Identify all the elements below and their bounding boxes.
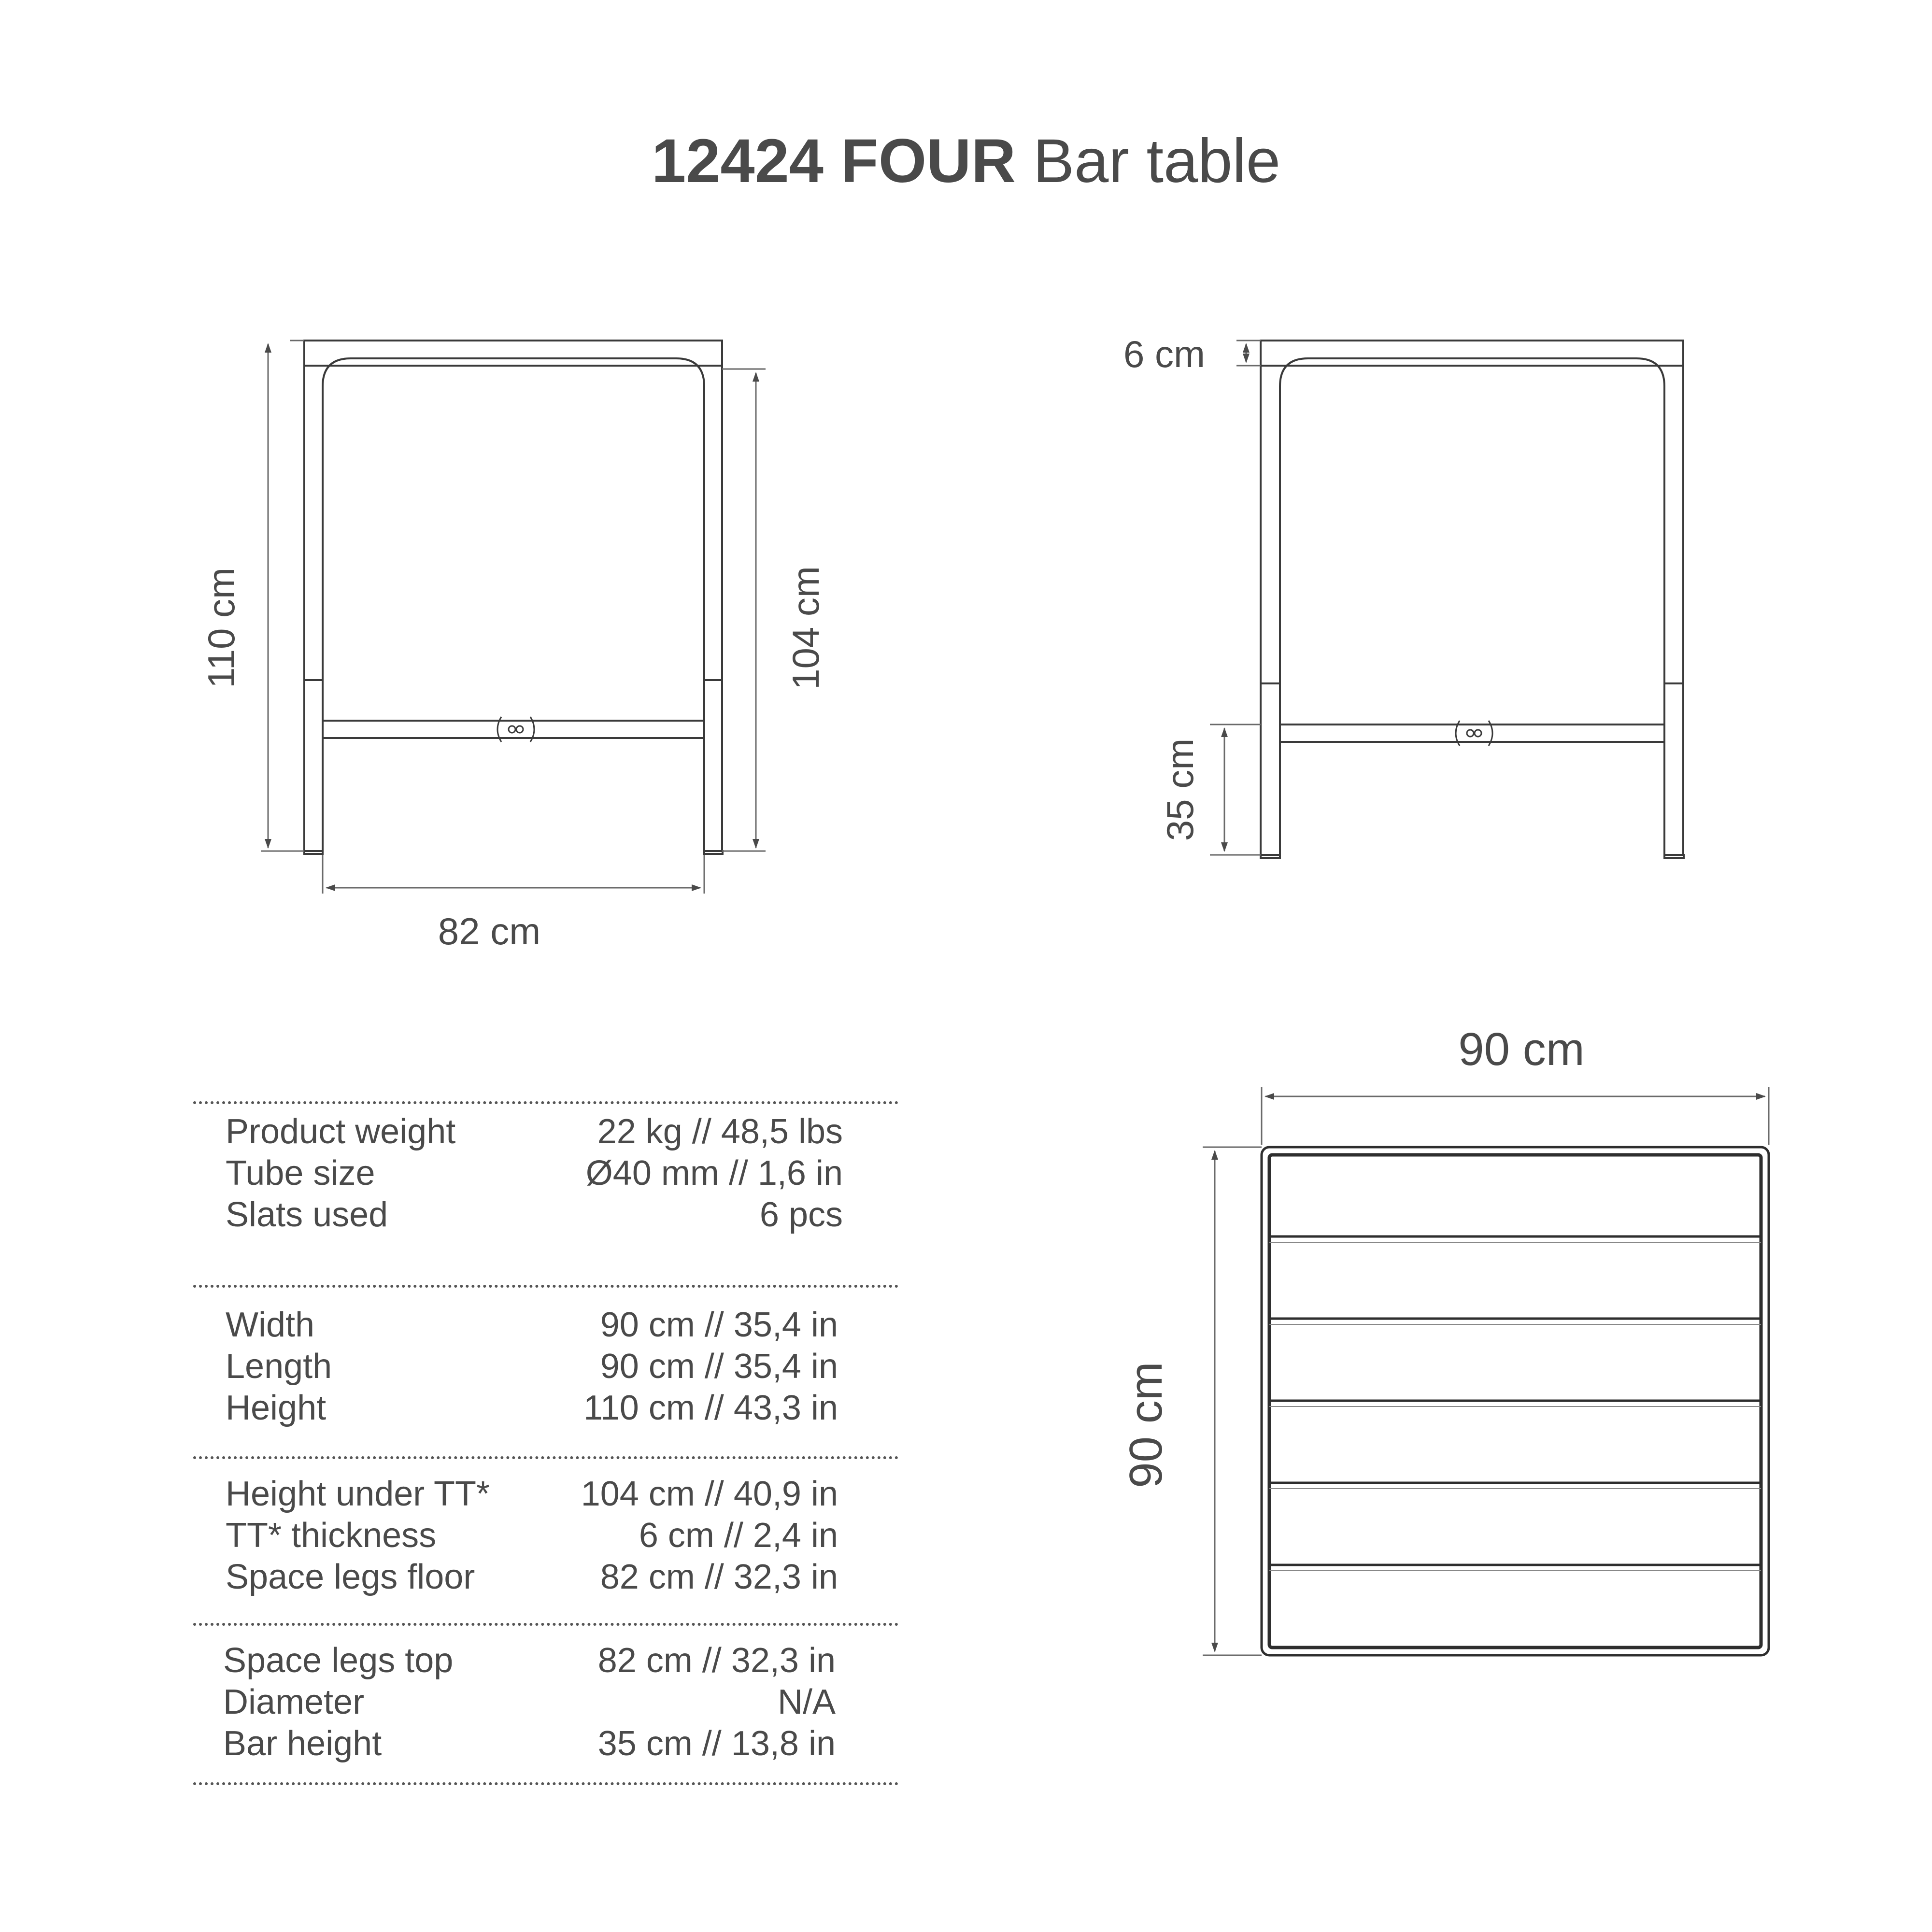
spec-value: 22 kg // 48,5 lbs	[597, 1112, 843, 1151]
spec-row	[226, 1473, 838, 1515]
spec-row	[223, 1681, 836, 1723]
spec-value: 82 cm // 32,3 in	[597, 1641, 836, 1680]
front-leg-foot-right	[704, 851, 723, 854]
label-top-width: 90 cm	[1458, 1023, 1585, 1075]
spec-value: 110 cm // 43,3 in	[583, 1389, 838, 1427]
top-slats	[1269, 1236, 1761, 1565]
side-leg-foot-left	[1261, 855, 1280, 858]
spec-value: 104 cm // 40,9 in	[581, 1475, 838, 1513]
spec-value: 90 cm // 35,4 in	[600, 1347, 838, 1386]
spec-row	[226, 1346, 838, 1387]
label-legs-spacing: 82 cm	[438, 910, 541, 952]
top-view	[1262, 1147, 1769, 1655]
spec-separator	[193, 1456, 898, 1459]
label-bar-height: 35 cm	[1159, 738, 1201, 841]
label-height-under-top: 104 cm	[784, 566, 827, 690]
product-code: 12424 FOUR	[652, 127, 1016, 196]
spec-value: Ø40 mm // 1,6 in	[585, 1154, 843, 1193]
spec-separator	[193, 1285, 898, 1288]
front-view	[304, 341, 723, 854]
label-total-height: 110 cm	[200, 568, 242, 688]
front-frame-tube	[304, 358, 704, 851]
spec-label: Tube size	[226, 1154, 375, 1193]
spec-value: 6 pcs	[759, 1195, 843, 1234]
label-top-length: 90 cm	[1120, 1362, 1172, 1488]
spec-label: TT* thickness	[226, 1516, 437, 1555]
spec-label: Product weight	[226, 1112, 456, 1151]
spec-row	[226, 1556, 838, 1598]
front-table-top	[304, 341, 722, 366]
spec-row	[226, 1304, 838, 1346]
spec-row	[226, 1194, 843, 1236]
spec-label: Bar height	[223, 1724, 382, 1763]
spec-value: N/A	[777, 1683, 836, 1721]
spec-label: Space legs top	[223, 1641, 454, 1680]
front-leg-foot-left	[304, 851, 323, 854]
spec-label: Space legs floor	[226, 1558, 475, 1596]
side-frame-tube	[1261, 358, 1664, 855]
spec-label: Width	[226, 1306, 315, 1344]
spec-row	[226, 1152, 843, 1194]
spec-separator	[193, 1623, 898, 1626]
spec-label: Diameter	[223, 1683, 365, 1721]
spec-value: 6 cm // 2,4 in	[639, 1516, 838, 1555]
spec-row	[223, 1723, 836, 1764]
spec-row	[226, 1515, 838, 1556]
spec-row	[226, 1111, 843, 1152]
spec-label: Length	[226, 1347, 332, 1386]
spec-label: Height	[226, 1389, 327, 1427]
spec-value: 35 cm // 13,8 in	[597, 1724, 836, 1763]
side-table-top	[1261, 341, 1683, 366]
side-leg-foot-right	[1664, 855, 1684, 858]
label-top-thickness: 6 cm	[1123, 333, 1205, 375]
spec-label: Slats used	[226, 1195, 388, 1234]
product-name: Bar table	[1033, 127, 1280, 196]
spec-label: Height under TT*	[226, 1475, 490, 1513]
spec-row	[226, 1387, 838, 1429]
side-view	[1261, 341, 1684, 858]
spec-separator	[193, 1782, 898, 1785]
spec-value: 90 cm // 35,4 in	[600, 1306, 838, 1344]
spec-separator	[193, 1101, 898, 1104]
spec-row	[223, 1640, 836, 1681]
spec-value: 82 cm // 32,3 in	[600, 1558, 838, 1596]
